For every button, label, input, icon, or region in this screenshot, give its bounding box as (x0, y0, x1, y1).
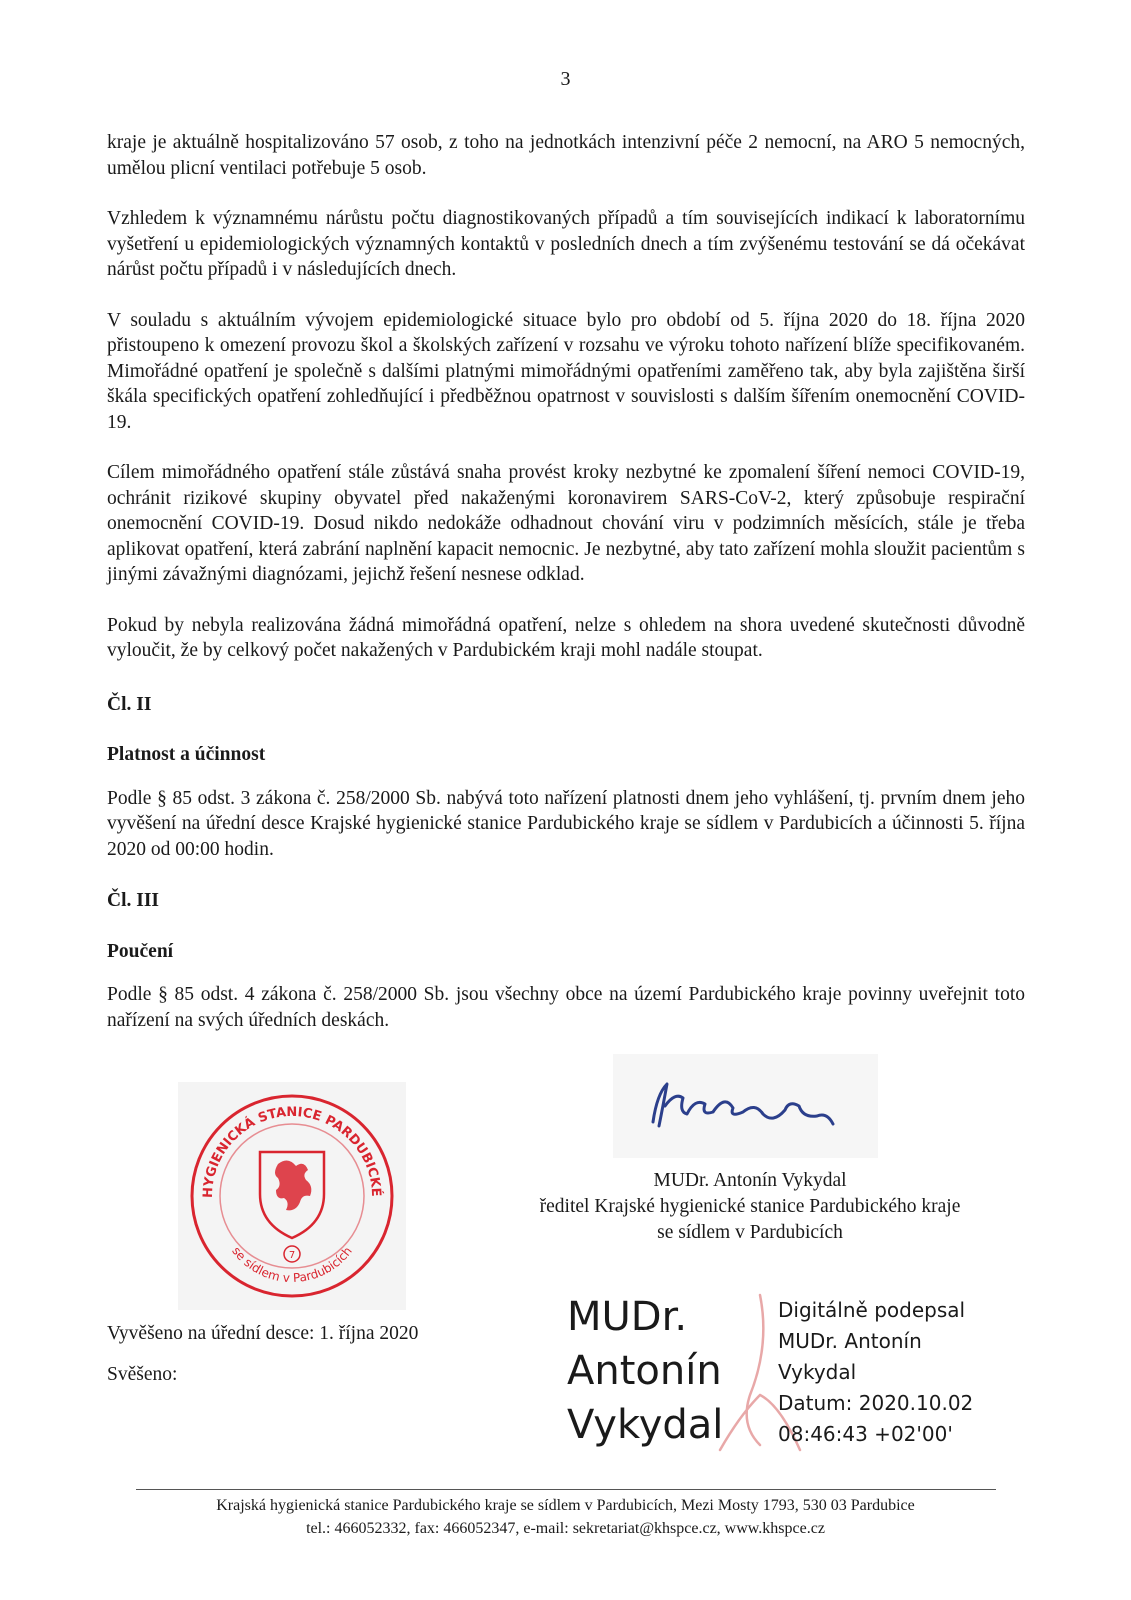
official-stamp (178, 1082, 406, 1310)
posted-date: Vyvěšeno na úřední desce: 1. října 2020 (107, 1323, 419, 1344)
handwritten-signature (613, 1054, 878, 1158)
signer-seat: se sídlem v Pardubicích (657, 1222, 843, 1243)
digital-name-line: Antonín (567, 1348, 722, 1394)
digital-name-line: Vykydal (567, 1402, 724, 1448)
footer-address: Krajská hygienická stanice Pardubického kraje se sídlem v Pardubicích, Mezi Mosty 1793, 530 03 Pardubice (216, 1497, 915, 1514)
article-3-text: Podle § 85 odst. 4 zákona č. 258/2000 Sb. jsou všechny obce na území Pardubického kraje povinny uveřejnit toto nařízení na svých úředních deskách. (107, 984, 1025, 1031)
paragraph-hospitalization: kraje je aktuálně hospitalizováno 57 osob, z toho na jednotkách intenzivní péče 2 nemocní, na ARO 5 nemocných, umělou plicní ventilaci potřebuje 5 osob. (107, 132, 1025, 179)
article-3 (107, 888, 1025, 1033)
article-2 (107, 692, 1025, 863)
removed-label: Svěšeno: (107, 1364, 178, 1385)
document-body (107, 130, 1025, 1058)
footer-divider (136, 1489, 996, 1490)
stamp-bottom-text: se sídlem v Pardubicích (229, 1244, 355, 1286)
digital-detail-line: MUDr. Antonín (778, 1329, 922, 1353)
digital-signature-name (567, 1290, 723, 1452)
paragraph-testing: Vzhledem k významnému nárůstu počtu diagnostikovaných případů a tím souvisejících indikací k laboratornímu vyšetření u epidemiologických významných kontaktů v posledních dnech a tím zvýšenému testování se dá očekávat nárůst počtu případů i v následujících dnech. (107, 208, 1025, 280)
digital-detail-line: Digitálně podepsal (778, 1298, 966, 1322)
article-2-number: Čl. II (107, 693, 152, 715)
article-2-title: Platnost a účinnost (107, 744, 266, 765)
digital-name-line: MUDr. (567, 1294, 688, 1340)
article-3-title: Poučení (107, 940, 174, 962)
signer-block (470, 1168, 1030, 1246)
digital-signature-details (778, 1295, 973, 1450)
page-number: 3 (560, 68, 571, 90)
stamp-number: 7 (288, 1250, 296, 1261)
paragraph-goal: Cílem mimořádného opatření stále zůstává snaha provést kroky nezbytné ke zpomalení šíření nemoci COVID-19, ochránit rizikové skupiny obyvatel před nakaženými koronavirem SARS-CoV-2, který způsobuje respirační onemocnění COVID-19. Dosud nikdo nedokáže odhadnout chování viru v podzimních měsících, stále je třeba aplikovat opatření, která zabrání naplnění kapacit nemocnic. Je nezbytné, aby tato zařízení mohla sloužit pacientům s jinými závažnými diagnózami, jejichž řešení nesnese odklad. (107, 462, 1025, 585)
signature-icon (613, 1054, 878, 1158)
digital-detail-line: 08:46:43 +02'00' (778, 1422, 953, 1446)
footer (0, 1494, 1131, 1540)
stamp-ring-text: HYGIENICKÁ STANICE PARDUBICKÉ (200, 1104, 384, 1199)
digital-detail-line: Vykydal (778, 1360, 857, 1384)
signer-role: ředitel Krajské hygienické stanice Pardubického kraje (539, 1196, 961, 1217)
paragraph-justification: Pokud by nebyla realizována žádná mimořádná opatření, nelze s ohledem na shora uvedené skutečnosti důvodně vyloučit, že by celkový počet nakažených v Pardubickém kraji mohl nadále stoupat. (107, 614, 1025, 661)
article-2-text: Podle § 85 odst. 3 zákona č. 258/2000 Sb. nabývá toto nařízení platnosti dnem jeho vyhlášení, tj. prvním dnem jeho vyvěšení na úřední desce Krajské hygienické stanice Pardubického kraje se sídlem v Pardubicích a účinnosti 5. října 2020 od 00:00 hodin. (107, 787, 1025, 860)
digital-detail-line: Datum: 2020.10.02 (778, 1391, 974, 1415)
paragraph-school-restrictions: V souladu s aktuálním vývojem epidemiologické situace bylo pro období od 5. října 2020 do 18. října 2020 přistoupeno k omezení provozu škol a školských zařízení v rozsahu ve výroku tohoto nařízení blíže specifikovaném. Mimořádné opatření je společně s dalšími platnými mimořádnými opatřeními zaměřeno tak, aby byla zajištěna širší škála specifických opatření zohledňující i předběžnou opatrnost v souvislosti s dalším šířením onemocnění COVID-19. (107, 309, 1025, 433)
article-3-number: Čl. III (107, 890, 160, 911)
signer-name: MUDr. Antonín Vykydal (653, 1170, 847, 1191)
footer-contact: tel.: 466052332, fax: 466052347, e-mail: sekretariat@khspce.cz, www.khspce.cz (306, 1520, 825, 1537)
stamp-icon (178, 1082, 406, 1310)
